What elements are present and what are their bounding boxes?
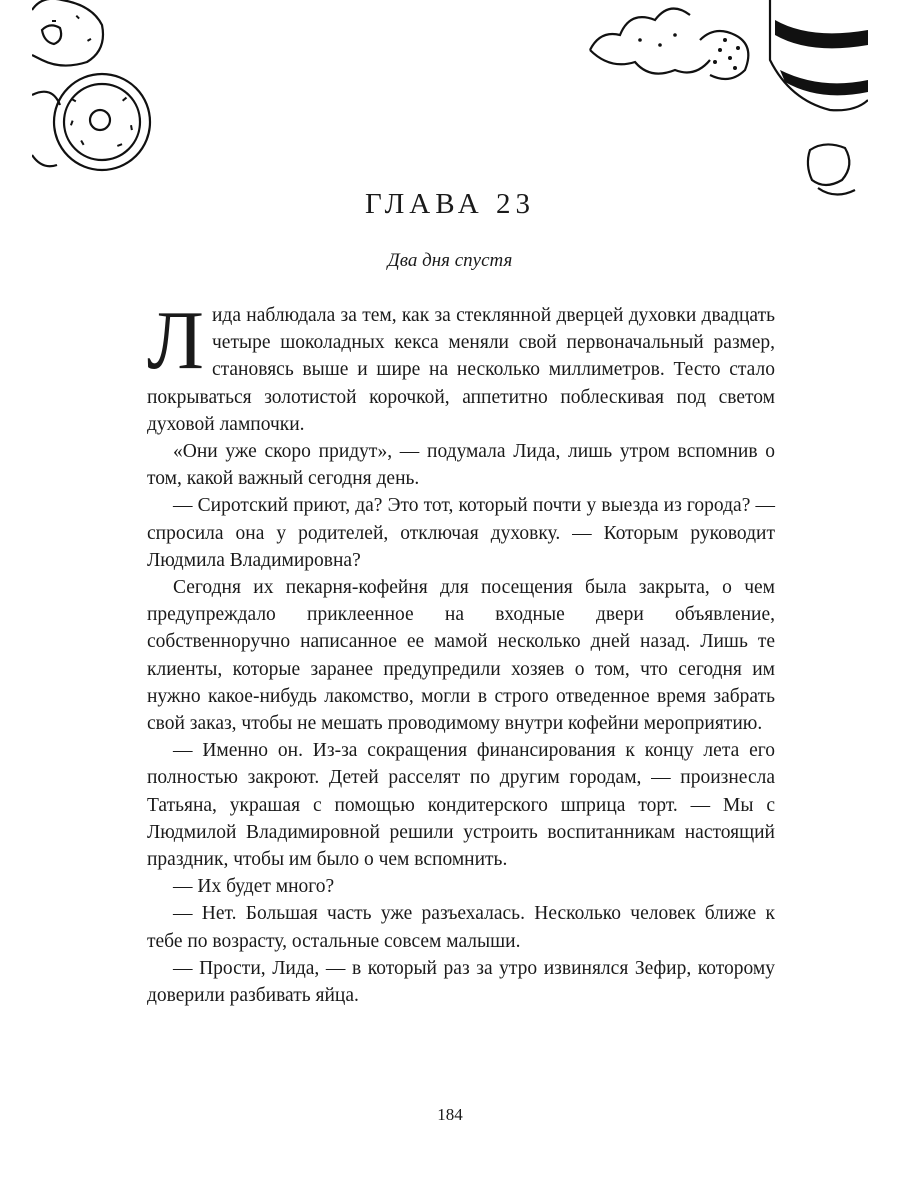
chapter-subtitle: Два дня спустя <box>387 250 513 271</box>
chapter-title: ГЛАВА 23 <box>365 188 535 220</box>
paragraph: — Их будет много? <box>173 876 335 898</box>
paragraph-text: ида наблюдала за тем, как за стеклянной дверцей духовки двадцать четыре шоколадных кекса меняли свой первоначальный размер, становясь выше и шире на несколько миллиметров. Тесто стало покрываться золотистой корочкой, аппетитно поблескивая под светом духовой лампочки. <box>147 305 775 435</box>
paragraph: Сегодня их пекарня-кофейня для посещения была закрыта, о чем предупреждало приклеенное на входные двери объявление, собственноручно написанное ее мамой несколько дней назад. Лишь те клиенты, которые заранее предупредили хозяев о том, что сегодня им нужно какое-нибудь лакомство, могли в строго отведенное время забрать свой заказ, чтобы не мешать проводимому внутри кофейни мероприятию. <box>147 577 775 735</box>
drop-cap: Л <box>147 294 204 387</box>
chapter-body <box>147 294 775 1009</box>
paragraph: — Сиротский приют, да? Это тот, который почти у выезда из города? — спросила она у родителей, отключая духовку. — Которым руководит Людмила Владимировна? <box>147 495 775 571</box>
paragraph: «Они уже скоро придут», — подумала Лида, лишь утром вспомнив о том, какой важный сегодня день. <box>147 441 775 490</box>
cupcakes-illustration <box>580 0 868 215</box>
paragraph: — Прости, Лида, — в который раз за утро извинялся Зефир, которому доверили разбивать яйца. <box>147 957 775 1007</box>
paragraph <box>147 294 775 438</box>
paragraph: — Именно он. Из-за сокращения финансирования к концу лета его полностью закроют. Детей расселят по другим городам, — произнесла Татьяна, украшая с помощью кондитерского шприца торт. — Мы с Людмилой Владимировной решили устроить воспитанникам настоящий праздник, чтобы им было о чем вспомнить. <box>147 740 775 871</box>
paragraph: — Нет. Большая часть уже разъехалась. Несколько человек ближе к тебе по возрасту, остальные совсем малыши. <box>147 903 775 952</box>
donuts-illustration <box>32 0 157 175</box>
page-number: 184 <box>437 1105 463 1124</box>
